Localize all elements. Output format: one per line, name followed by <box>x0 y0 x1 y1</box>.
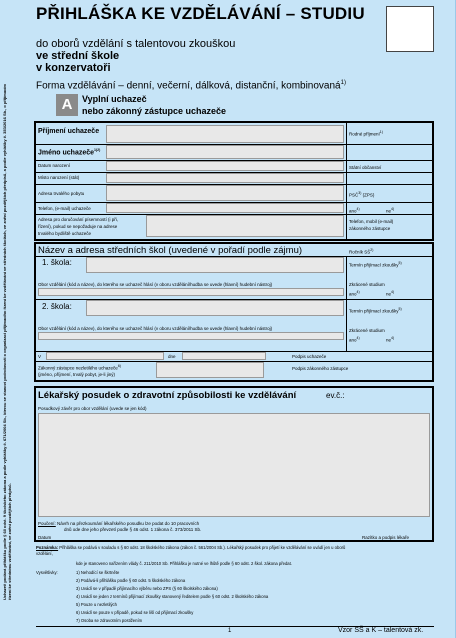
poznamka-line-2: kde je stanoveno nařízením vlády č. 211/2010 Sb. Přihlášku je nutné ve lhůtě podle § 60 odst. 2 škol. zákona předat. <box>76 561 292 566</box>
label-termin-1 <box>349 261 402 268</box>
forma-vzdelavani <box>36 80 346 91</box>
jmeno-footnote: 1)2) <box>94 148 101 152</box>
ne-text: ne <box>386 208 392 214</box>
schools-header: Název a adresa středních škol (uvedené v pořadí podle zájmu) <box>38 245 303 256</box>
label-dorucovani-2: řízení), pokud se nepožaduje na adrese <box>38 224 118 229</box>
label-dorucovani-1: Adresa pro doručování písemností (i při, <box>38 217 119 222</box>
label-misto-narozeni: Místo narození (stát) <box>38 175 80 180</box>
vysvetlivka-6: 6) Uvádí se pouze v případě, pokud se liší od přijímací zkoušky <box>76 610 194 615</box>
vysvetlivka-1: 1) Nehodící se škrtněte <box>76 570 120 575</box>
zkracene-1-ne[interactable] <box>386 290 394 297</box>
label-zastupce-tel-1: Telefon, mobil (e-mail) <box>349 219 394 224</box>
adresa-field[interactable] <box>106 185 344 201</box>
form-subtitle-obory: do oborů vzdělání s talentovou zkouškou <box>36 38 236 50</box>
applicant-column-divider <box>346 123 347 239</box>
label-rodne-text: Rodné příjmení <box>349 131 380 137</box>
registration-stamp-box <box>386 6 434 52</box>
label-obor-1 <box>38 282 272 287</box>
label-v: V <box>38 354 42 359</box>
poznamka-line-1b: vzdělání, <box>36 551 53 556</box>
label-jmeno <box>38 148 100 156</box>
misto-narozeni-field[interactable] <box>106 173 344 183</box>
jmeno-field[interactable] <box>106 145 344 159</box>
poznamka-text-1: Přihláška se podává v souladu s § 60 odst. 18 školského zákona (zákon č. 561/2004 Sb.). Lékařský posudek pro přijetí ke vzdělávání se uvádí jen u oborů <box>59 545 346 550</box>
label-termin-2 <box>349 307 402 314</box>
psc-text: PSČ <box>349 192 359 198</box>
vysvetlivky-label: Vysvětlivky: <box>36 570 58 575</box>
label-zkracene-2: Zkrácené studium <box>349 328 385 333</box>
zkracene-1-ne-footnote: 4) <box>391 290 395 294</box>
label-dne: dne <box>168 354 176 359</box>
zkracene-2-ano[interactable] <box>349 336 360 343</box>
datum-narozeni-field[interactable] <box>106 161 344 171</box>
poznamka-label: Poznámka: <box>36 545 59 550</box>
section-a-badge: A <box>56 94 78 116</box>
vysvetlivka-3: 3) Uvádí se v případě přijímacího výběru nebo ZPS (§ 60 školského zákona) <box>76 586 218 591</box>
zkracene-2-ne-footnote: 4) <box>391 336 395 340</box>
section-a-line1: Vyplní uchazeč <box>82 94 147 104</box>
label-medical-datum: Datum <box>38 535 52 540</box>
poucenie-label: Poučení: <box>38 521 56 526</box>
form-subtitle-stredni-skole: ve střední škole <box>36 50 120 62</box>
posudek-field[interactable] <box>38 413 430 517</box>
label-dorucovani-3: trvalého bydliště uchazeče <box>38 231 92 236</box>
rocnik-footnote: 2) <box>370 248 374 252</box>
obor-1-note: (v oboru vzdělání/hudba se uvede (hlavní) hudební nástroj) <box>154 282 273 287</box>
zastupce-1-text: Zákonný zástupce nezletilého uchazeče <box>38 365 118 371</box>
vysvetlivka-5: 5) Pouze u nezletilých <box>76 602 117 607</box>
label-zastupce-1 <box>38 364 121 371</box>
psc-footnote: 3) <box>358 191 362 195</box>
poucenie-text-1: Návrh na přezkoumání lékařského posudku lze podat do 10 pracovních <box>57 521 200 526</box>
obor-2-note: (v oboru vzdělání/hudba se uvede (hlavní) hudební nástroj) <box>154 326 273 331</box>
termin-1-footnote: 5) <box>398 261 402 265</box>
schools-column-divider <box>346 256 347 351</box>
rocnik-text: Ročník SŠ <box>349 249 371 255</box>
poucenie-line-1 <box>38 521 199 526</box>
poznamka-line-1 <box>36 545 345 550</box>
label-jmeno-text: Jméno uchazeče <box>38 149 95 157</box>
obor-1-text: Obor vzdělání (kód a název), do kterého se uchazeč hlásí <box>38 282 154 287</box>
form-subtitle-konzervatori: v konzervatoři <box>36 62 111 74</box>
label-prijmeni: Příjmení uchazeče <box>38 128 100 135</box>
legal-sidebar-text: Uchazeč podává přihlášku podle § 60 odst. 9 školského zákona a podle vyhlášky č. 671/2004 Sb., kterou se stanoví podrobnosti o organizaci přijímacího řízení ke vzdělávání ve středních školách, ve znění pozdějších předpisů, a podle vyhlášky č. 353/2016 Sb., o přijímacím řízení ke střednímu vzdělávání, ve znění pozdějších předpisů. <box>2 84 13 600</box>
telefon-field[interactable] <box>106 203 344 213</box>
zps-ne-option[interactable] <box>386 207 394 214</box>
applicant-info-box <box>34 121 434 241</box>
obor-1-field[interactable] <box>38 288 344 296</box>
label-posudek: Posudkový závěr pro obor vzdělání (uvede se jen kód) <box>38 406 147 411</box>
label-zkracene-1: Zkrácené studium <box>349 282 385 287</box>
obor-2-field[interactable] <box>38 332 344 340</box>
school-1-field[interactable] <box>86 257 344 273</box>
termin-1-text: Termín přijímací zkoušky <box>349 262 399 268</box>
ne-footnote: 4) <box>391 207 395 211</box>
ano-text: ano <box>349 208 357 214</box>
forma-text: Forma vzdělávání – denní, večerní, dálková, distanční, kombinovaná <box>36 80 341 92</box>
zps-ano-option[interactable] <box>349 207 360 214</box>
misto-podpisu-field[interactable] <box>46 352 164 360</box>
legal-sidebar <box>2 80 28 600</box>
termin-2-footnote: 5) <box>398 307 402 311</box>
zastupce-1-footnote: 6) <box>117 364 121 368</box>
termin-2-text: Termín přijímací zkoušky <box>349 308 399 314</box>
datum-podpisu-field[interactable] <box>182 352 266 360</box>
label-obcanstvi: Státní občanství <box>349 165 382 170</box>
label-rodne-prijmeni <box>349 130 383 137</box>
label-rocnik <box>349 248 373 255</box>
forma-footnote: 1) <box>340 80 346 86</box>
label-zastupce-tel-2: zákonného zástupce <box>349 226 391 231</box>
obor-2-text: Obor vzdělání (kód a název), do kterého se uchazeč hlásí <box>38 326 154 331</box>
label-podpis-uchazece: Podpis uchazeče <box>292 354 327 359</box>
label-ev-cislo: ev.č.: <box>326 391 345 400</box>
zkracene-1-ne-text: ne <box>386 291 392 297</box>
page-number: 1 <box>228 628 232 634</box>
medical-header: Lékařský posudek o zdravotní způsobilosti ke vzdělávání <box>38 390 297 401</box>
label-obor-2 <box>38 326 272 331</box>
ano-footnote: 4) <box>356 207 360 211</box>
label-adresa: Adresa trvalého pobytu <box>38 191 85 196</box>
zkracene-1-ano-footnote: 4) <box>356 290 360 294</box>
zkracene-1-ano[interactable] <box>349 290 360 297</box>
prijmeni-field[interactable] <box>106 125 344 143</box>
vysvetlivka-2: 2) Podává-li přihlášku podle § 60 odst. 5 školského zákona <box>76 578 186 583</box>
poucenie-line-2: dnů ode dne jeho převzetí podle § 46 odst. 1 zákona č. 373/2011 Sb. <box>64 527 202 532</box>
label-zastupce-2: (jméno, příjmení, trvalý pobyt, je-li jiný) <box>38 372 116 377</box>
zkracene-2-ano-text: ano <box>349 337 357 343</box>
vysvetlivka-7: 7) Osoba se zdravotním postižením <box>76 618 143 623</box>
label-psc <box>349 191 374 198</box>
vysvetlivka-4: 4) Uvádí se jeden z termínů přijímací zkoušky stanovený ředitelem podle § 60 odst. 2 školského zákona <box>76 594 269 599</box>
dorucovani-field[interactable] <box>146 215 344 237</box>
zkracene-2-ne[interactable] <box>386 336 394 343</box>
label-datum-narozeni: Datum narození <box>38 163 71 168</box>
form-template-id: Vzor SŠ a K – talentová zk. <box>338 627 424 634</box>
label-telefon: Telefon, (e-mail) uchazeče <box>38 206 91 211</box>
form-title: PŘIHLÁŠKA KE VZDĚLÁVÁNÍ – STUDIU <box>36 4 365 23</box>
zkracene-2-ne-text: ne <box>386 337 392 343</box>
medical-box <box>34 386 434 542</box>
zkracene-1-ano-text: ano <box>349 291 357 297</box>
label-school-2: 2. škola: <box>42 302 72 311</box>
label-school-1: 1. škola: <box>42 258 72 267</box>
section-a-line2: nebo zákonný zástupce uchazeče <box>82 106 227 116</box>
zkracene-2-ano-footnote: 4) <box>356 336 360 340</box>
school-2-field[interactable] <box>86 300 344 316</box>
label-razitko: Razítko a podpis lékaře <box>362 535 410 540</box>
label-podpis-zastupce: Podpis zákonného zástupce <box>292 366 349 371</box>
rodne-footnote: 1) <box>379 130 383 134</box>
schools-box <box>34 242 434 382</box>
zastupce-field[interactable] <box>156 362 264 378</box>
psc-suffix: (ZPS) <box>362 192 375 198</box>
